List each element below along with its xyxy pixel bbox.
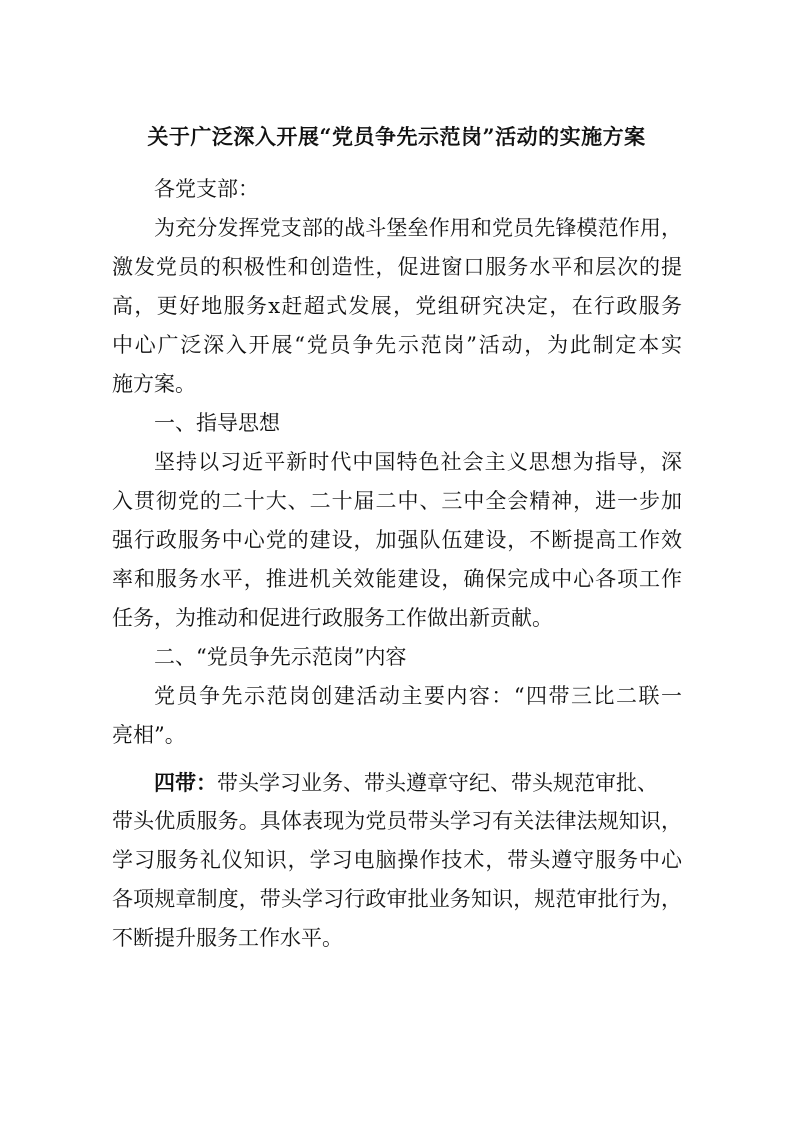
- paragraph-line: 不断提升服务工作水平。: [112, 926, 343, 950]
- paragraph-line: 中心广泛深入开展“党员争先示范岗”活动，为此制定本实: [112, 333, 682, 357]
- paragraph-line: 入贯彻党的二十大、二十届二中、三中全会精神，进一步加: [112, 489, 682, 513]
- section-heading-guiding-thought: 一、指导思想: [154, 411, 280, 435]
- paragraph-line: 学习服务礼仪知识，学习电脑操作技术，带头遵守服务中心: [112, 848, 682, 872]
- paragraph-line: 高，更好地服务x赶超式发展，党组研究决定，在行政服务: [112, 294, 682, 318]
- paragraph-line: 施方案。: [112, 372, 196, 396]
- paragraph-line: 任务，为推动和促进行政服务工作做出新贡献。: [112, 606, 553, 630]
- paragraph-line: 亮相”。: [112, 723, 186, 747]
- sidai-first-line: [112, 763, 682, 802]
- document-title: 关于广泛深入开展“党员争先示范岗”活动的实施方案: [147, 124, 646, 149]
- sidai-first-text: 带头学习业务、带头遵章守纪、带头规范审批、: [217, 771, 658, 795]
- paragraph-line: 党员争先示范岗创建活动主要内容：“四带三比二联一: [154, 684, 682, 708]
- paragraph-line: 带头优质服务。具体表现为党员带头学习有关法律法规知识，: [112, 809, 682, 833]
- salutation: 各党支部：: [154, 177, 259, 201]
- paragraph-line: 为充分发挥党支部的战斗堡垒作用和党员先锋模范作用，: [154, 216, 682, 240]
- paragraph-line: 激发党员的积极性和创造性，促进窗口服务水平和层次的提: [112, 255, 682, 279]
- sidai-label: 四带：: [154, 770, 217, 795]
- section-heading-content: 二、“党员争先示范岗”内容: [154, 645, 407, 669]
- paragraph-line: 各项规章制度，带头学习行政审批业务知识，规范审批行为，: [112, 887, 682, 911]
- paragraph-line: 强行政服务中心党的建设，加强队伍建设，不断提高工作效: [112, 528, 682, 552]
- paragraph-gap: [112, 755, 682, 763]
- paragraph-line: 坚持以习近平新时代中国特色社会主义思想为指导，深: [154, 450, 682, 474]
- document-body: [112, 170, 682, 958]
- paragraph-line: 率和服务水平，推进机关效能建设，确保完成中心各项工作: [112, 567, 682, 591]
